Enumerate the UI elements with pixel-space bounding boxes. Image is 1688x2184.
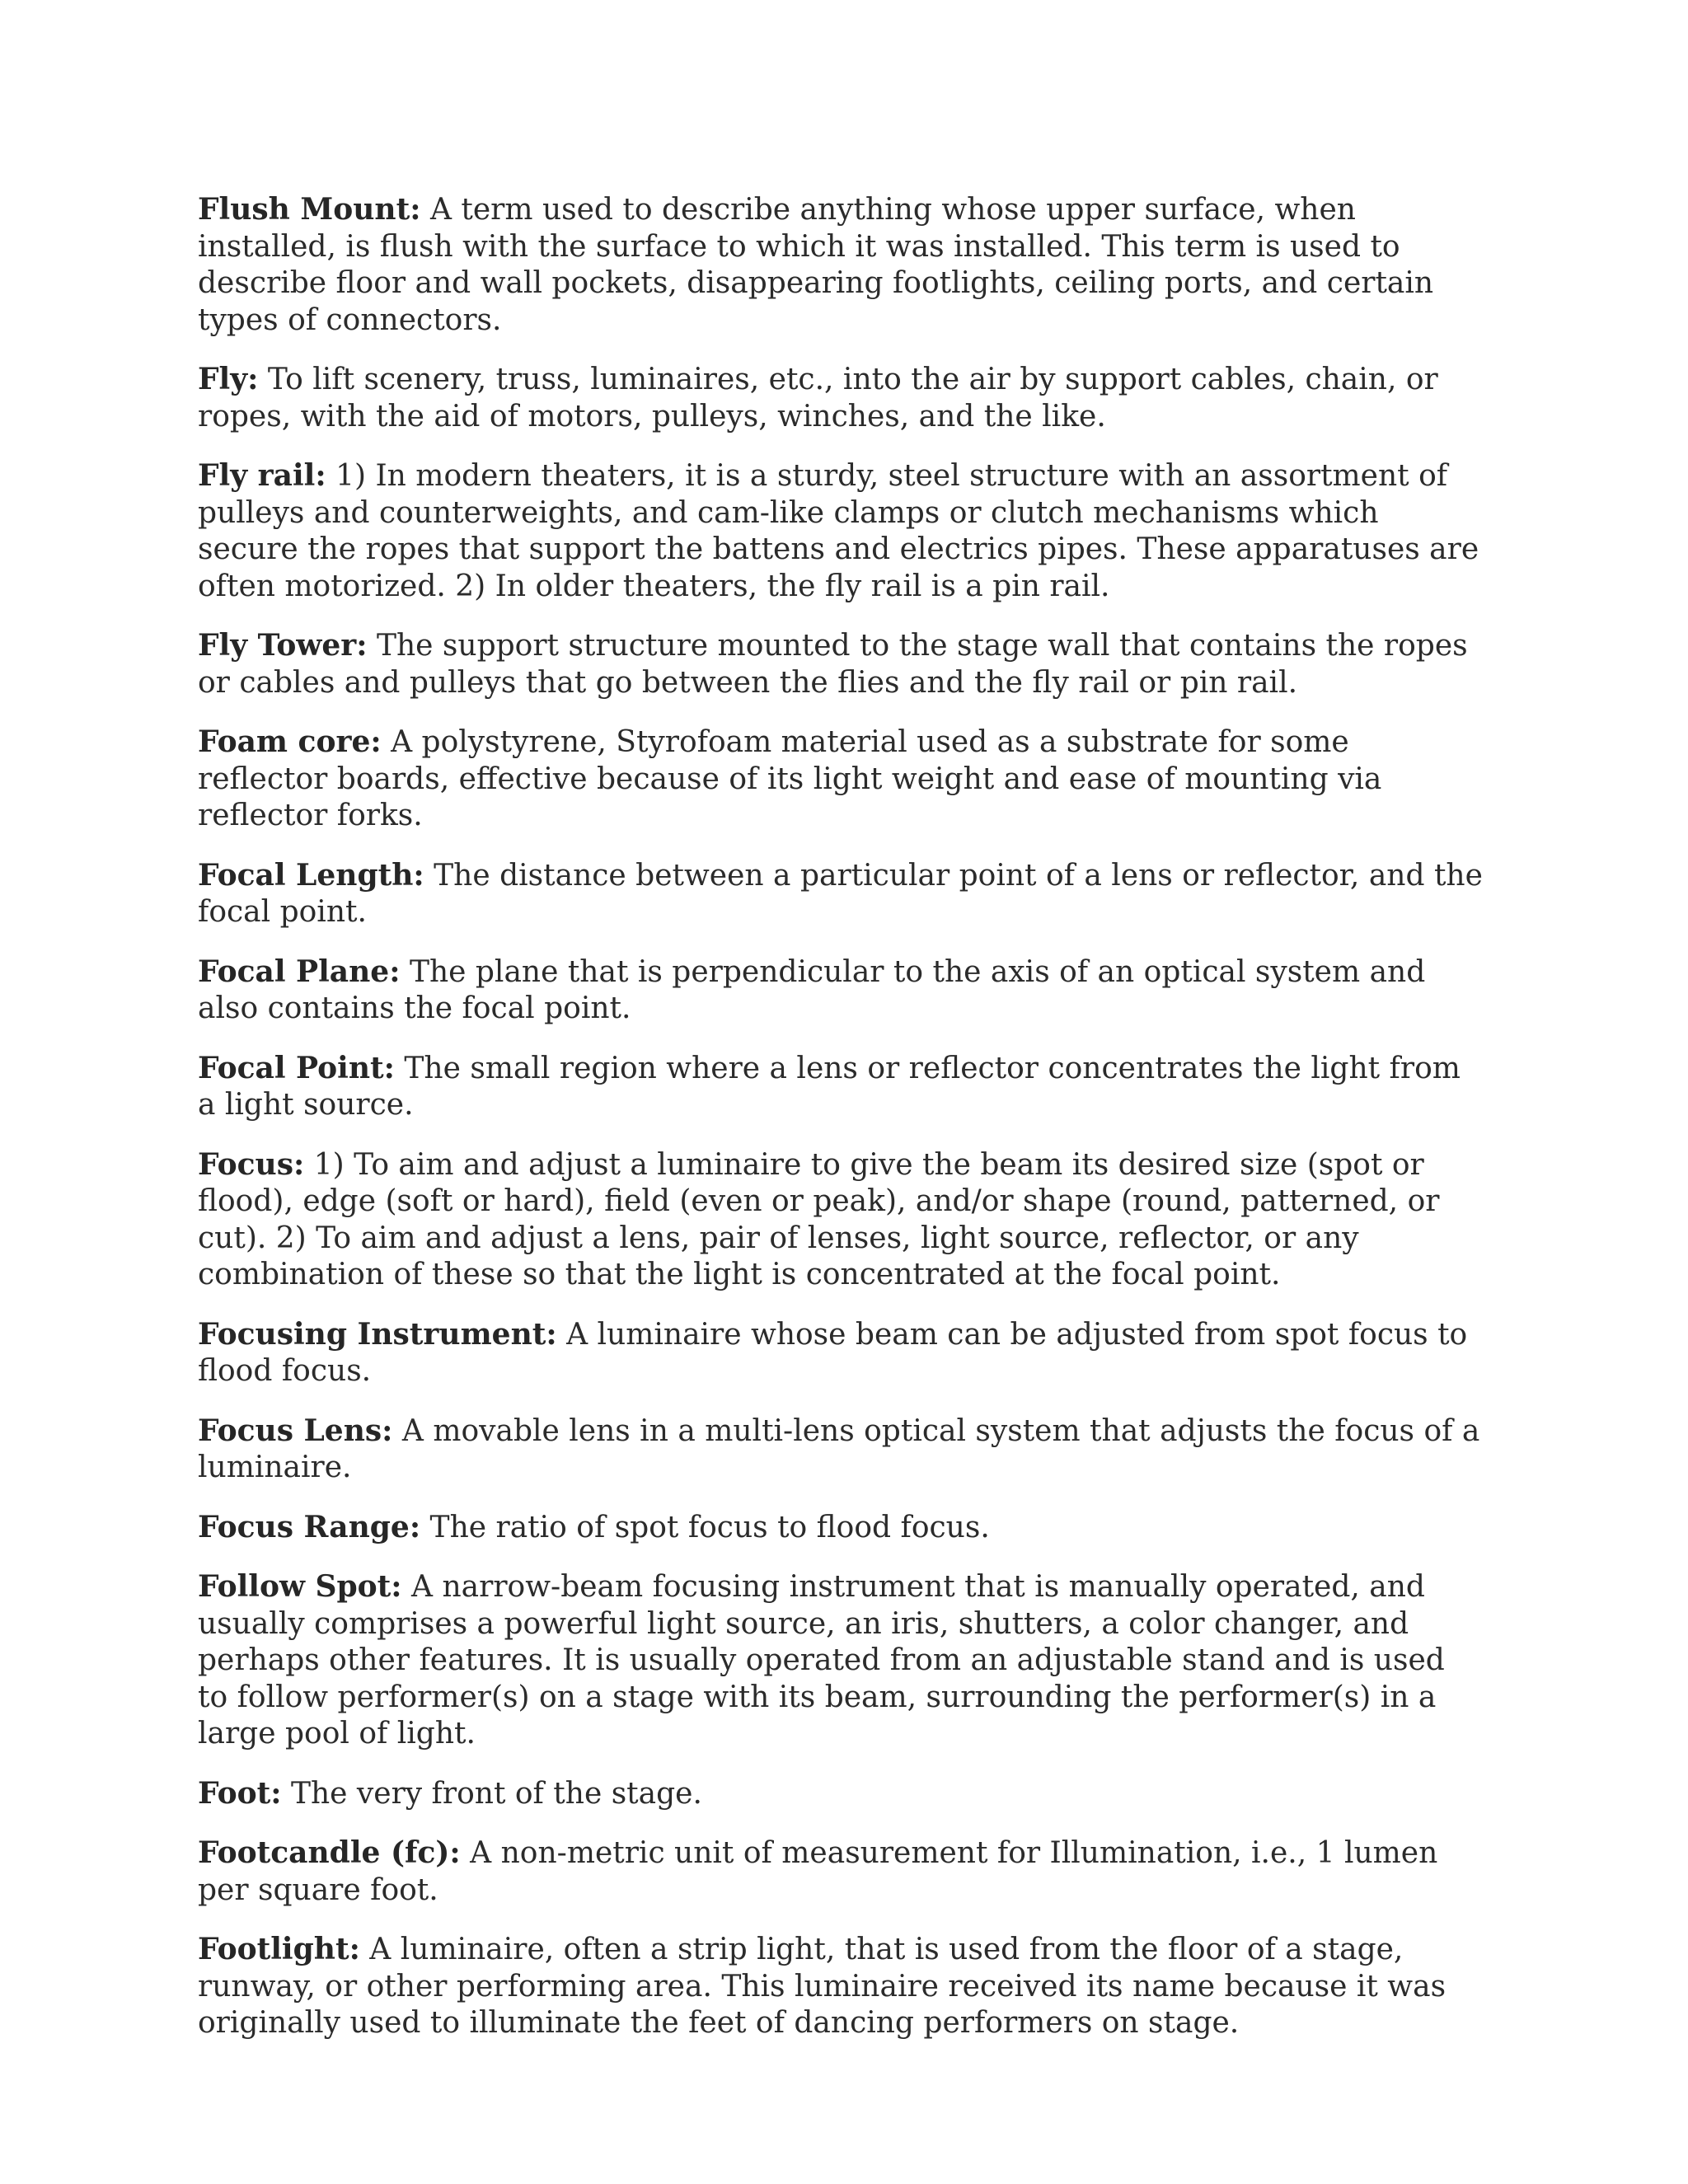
glossary-term: Focus: — [198, 1146, 305, 1182]
glossary-entry-fly-tower — [198, 627, 1484, 701]
glossary-term: Focal Plane: — [198, 954, 401, 989]
glossary-definition: The small region where a lens or reflector concentrates the light from a light source. — [198, 1051, 1461, 1122]
glossary-definition: To lift scenery, truss, luminaires, etc., into the air by support cables, chain, or ropes, with the aid of motors, pulleys, winches, and the like. — [198, 363, 1438, 434]
glossary-entry-focus-range — [198, 1509, 1484, 1547]
glossary-term: Foot: — [198, 1775, 282, 1811]
glossary-entry-focal-point — [198, 1050, 1484, 1124]
glossary-term: Footcandle (fc): — [198, 1835, 461, 1870]
glossary-definition: A movable lens in a multi-lens optical system that adjusts the focus of a luminaire. — [198, 1413, 1480, 1484]
glossary-entry-fly-rail — [198, 457, 1484, 605]
glossary-definition: The support structure mounted to the stage wall that contains the ropes or cables and pulleys that go between the flies and the fly rail or pin rail. — [198, 629, 1468, 700]
glossary-term: Foam core: — [198, 724, 382, 759]
glossary-term: Focal Point: — [198, 1050, 395, 1085]
glossary-entry-footlight — [198, 1931, 1484, 2042]
glossary-entry-focus — [198, 1146, 1484, 1294]
glossary-definition: A non-metric unit of measurement for Illumination, i.e., 1 lumen per square foot. — [198, 1836, 1438, 1907]
glossary-entry-focus-lens — [198, 1413, 1484, 1487]
glossary-definition: The very front of the stage. — [281, 1776, 702, 1811]
glossary-entry-foam-core — [198, 724, 1484, 835]
glossary-definition: The plane that is perpendicular to the axis of an optical system and also contains the focal point. — [198, 954, 1426, 1025]
glossary-entry-foot — [198, 1775, 1484, 1813]
glossary-definition: A luminaire, often a strip light, that is used from the floor of a stage, runway, or other performing area. This luminaire received its name because it was originally used to illuminate the feet of dancing performers on stage. — [198, 1933, 1447, 2040]
glossary-definition: A term used to describe anything whose upper surface, when installed, is flush with the surface to which it was installed. This term is used to describe floor and wall pockets, disappearing footlights, ceiling ports, and certain types of connectors. — [198, 193, 1434, 337]
glossary-term: Fly Tower: — [198, 628, 368, 663]
glossary-entry-footcandle — [198, 1835, 1484, 1909]
glossary-term: Flush Mount: — [198, 192, 421, 227]
glossary-entry-focal-plane — [198, 954, 1484, 1028]
glossary-definition: A polystyrene, Styrofoam material used as a substrate for some reflector boards, effective because of its light weight and ease of mounting via reflector forks. — [198, 725, 1382, 832]
glossary-definition: 1) In modern theaters, it is a sturdy, steel structure with an assortment of pulleys and counterweights, and cam-like clamps or clutch mechanisms which secure the ropes that support the battens and electrics pipes. These apparatuses are often motorized. 2) In older theaters, the fly rail is a pin rail. — [198, 459, 1479, 603]
glossary-entry-fly — [198, 361, 1484, 435]
glossary-entry-flush-mount — [198, 191, 1484, 339]
glossary-definition: The distance between a particular point of a lens or reflector, and the focal point. — [198, 858, 1483, 929]
glossary-term: Focal Length: — [198, 857, 424, 893]
glossary-term: Focusing Instrument: — [198, 1316, 557, 1352]
glossary-definition: A narrow-beam focusing instrument that is manually operated, and usually comprises a powerful light source, an iris, shutters, a color changer, and perhaps other features. It is usually operated from an adjustable stand and is used to follow performer(s) on a stage with its beam, surrounding the performer(s) in a large pool of light. — [198, 1570, 1445, 1750]
glossary-definition: 1) To aim and adjust a luminaire to give the beam its desired size (spot or flood), edge (soft or hard), field (even or peak), and/or shape (round, patterned, or cut). 2) To aim and adjust a lens, pair of lenses, light source, reflector, or any combination of these so that the light is concentrated at the focal point. — [198, 1147, 1440, 1291]
glossary-term: Focus Lens: — [198, 1413, 393, 1448]
glossary-list — [198, 191, 1484, 2064]
glossary-term: Footlight: — [198, 1932, 360, 1966]
glossary-term: Fly rail: — [198, 458, 326, 493]
glossary-entry-focal-length — [198, 857, 1484, 931]
glossary-term: Focus Range: — [198, 1509, 421, 1544]
glossary-definition: The ratio of spot focus to flood focus. — [420, 1510, 990, 1544]
glossary-term: Fly: — [198, 362, 259, 396]
glossary-entry-focusing-instrument — [198, 1316, 1484, 1390]
glossary-definition: A luminaire whose beam can be adjusted from spot focus to flood focus. — [198, 1317, 1468, 1388]
glossary-term: Follow Spot: — [198, 1569, 402, 1604]
glossary-entry-follow-spot — [198, 1568, 1484, 1753]
